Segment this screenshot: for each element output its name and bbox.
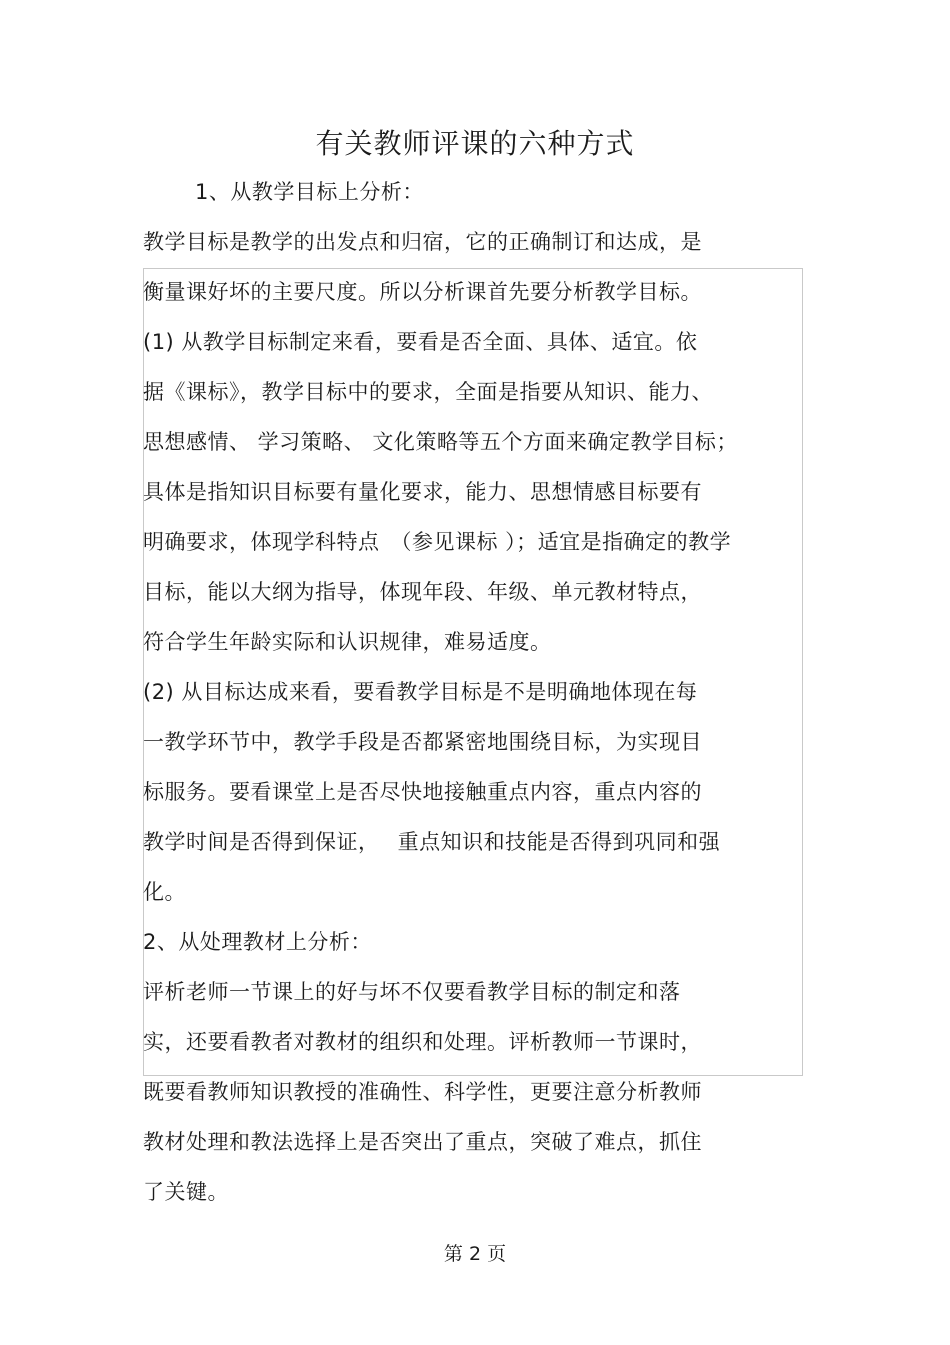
text-line: 具体是指知识目标要有量化要求，能力、思想情感目标要有 — [143, 480, 702, 504]
text-line: (2) 从目标达成来看，要看教学目标是不是明确地体现在每 — [143, 680, 698, 704]
document-body — [143, 167, 823, 1217]
text-line: 教学时间是否得到保证， 重点知识和技能是否得到巩同和强 — [143, 830, 721, 854]
text-line: 目标，能以大纲为指导，体现年段、年级、单元教材特点， — [143, 580, 702, 604]
text-line: 衡量课好坏的主要尺度。所以分析课首先要分析教学目标。 — [143, 280, 702, 304]
text-line: 了关键。 — [143, 1180, 229, 1204]
text-line: 明确要求，体现学科特点 （参见课标 ）；适宜是指确定的教学 — [143, 530, 732, 554]
section-heading-1: 1、从教学目标上分析： — [195, 180, 424, 204]
text-line: 符合学生年龄实际和认识规律，难易适度。 — [143, 630, 552, 654]
text-line: 评析老师一节课上的好与坏不仅要看教学目标的制定和落 — [143, 980, 681, 1004]
document-title: 有关教师评课的六种方式 — [315, 127, 635, 160]
text-line: 实，还要看教者对教材的组织和处理。评析教师一节课时， — [143, 1030, 702, 1054]
section-heading-2: 2、从处理教材上分析： — [143, 930, 372, 954]
text-line: 据《课标》，教学目标中的要求，全面是指要从知识、能力、 — [143, 380, 713, 404]
text-line: 标服务。要看课堂上是否尽快地接触重点内容，重点内容的 — [143, 780, 702, 804]
page-number: 第 2 页 — [443, 1243, 507, 1265]
text-line: 化。 — [143, 880, 186, 904]
text-line: 一教学环节中，教学手段是否都紧密地围绕目标，为实现目 — [143, 730, 702, 754]
text-line: 思想感情、 学习策略、 文化策略等五个方面来确定教学目标； — [143, 430, 738, 454]
text-line: 教学目标是教学的出发点和归宿，它的正确制订和达成，是 — [143, 230, 702, 254]
text-line: (1) 从教学目标制定来看，要看是否全面、具体、适宜。依 — [143, 330, 698, 354]
text-line: 教材处理和教法选择上是否突出了重点，突破了难点，抓住 — [143, 1130, 702, 1154]
text-line: 既要看教师知识教授的准确性、科学性，更要注意分析教师 — [143, 1080, 702, 1104]
